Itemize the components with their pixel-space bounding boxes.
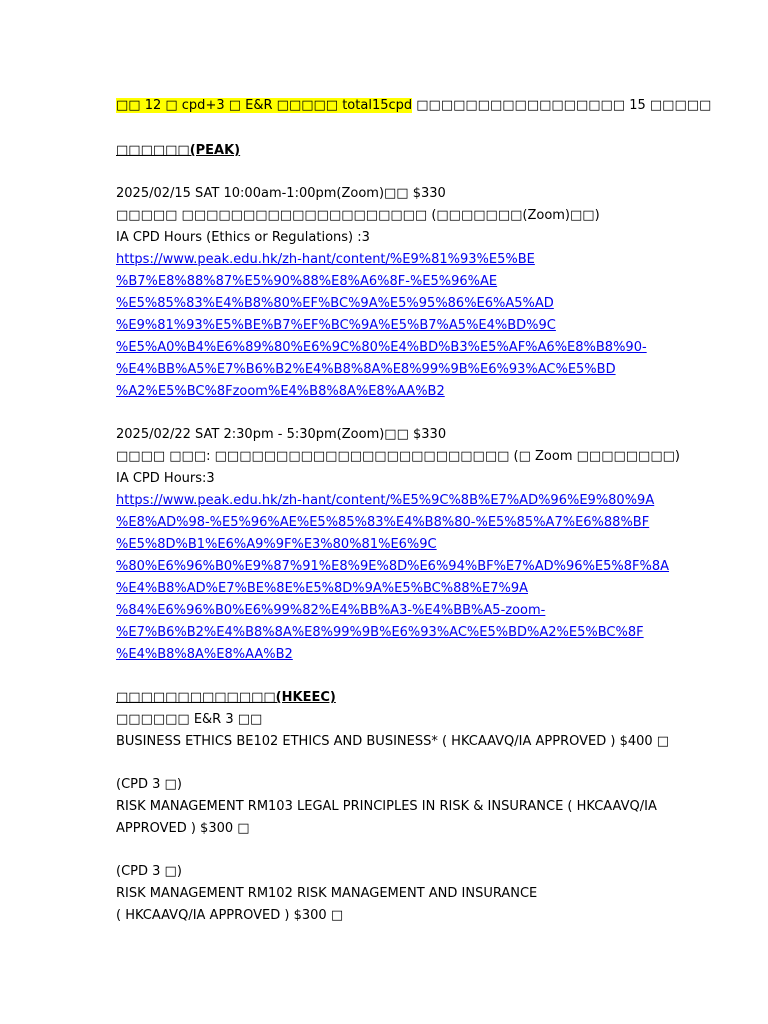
peak-course2-link-line[interactable]: %80%E6%96%B0%E9%87%91%E8%9E%8D%E6%94%BF%E7%AD%96%E5%8F%8A	[116, 559, 670, 574]
peak-course1-hours: IA CPD Hours (Ethics or Regulations) :3	[116, 230, 370, 245]
peak-heading: □□□□□□(PEAK)	[116, 143, 241, 158]
summary-highlight: □□ 12 □ cpd+3 □ E&R □□□□□ total15cpd	[116, 98, 413, 113]
peak-course2-link-line[interactable]: https://www.peak.edu.hk/zh-hant/content/%E5%9C%8B%E7%AD%96%E9%80%9A	[116, 493, 655, 508]
peak-course2-link-line[interactable]: %E8%AD%98-%E5%96%AE%E5%85%83%E4%B8%80-%E5%85%A7%E6%88%BF	[116, 515, 650, 530]
peak-course1-date: 2025/02/15 SAT 10:00am-1:00pm(Zoom)□□ $330	[116, 186, 446, 201]
summary-line	[116, 97, 711, 115]
peak-course1-link-line[interactable]: %E5%A0%B4%E6%89%80%E6%9C%80%E4%BD%B3%E5%AF%A6%E8%B8%90-	[116, 340, 647, 355]
peak-course2-title: □□□□ □□□: □□□□□□□□□□□□□□□□□□□□□□□□ (□ Zoom □□□□□□□□)	[116, 449, 680, 464]
hkeec-subheading: □□□□□□ E&R 3 □□	[116, 712, 263, 727]
hkeec-course2-line: APPROVED ) $300 □	[116, 821, 250, 836]
peak-course2-link-line[interactable]: %E4%B8%8A%E8%AA%B2	[116, 647, 293, 662]
hkeec-cpd-label: (CPD 3 □)	[116, 864, 182, 879]
peak-course2-link-line[interactable]: %84%E6%96%B0%E6%99%82%E4%BB%A3-%E4%BB%A5-zoom-	[116, 603, 546, 618]
hkeec-course3-line: RISK MANAGEMENT RM102 RISK MANAGEMENT AND INSURANCE	[116, 886, 538, 901]
hkeec-course1: BUSINESS ETHICS BE102 ETHICS AND BUSINESS* ( HKCAAVQ/IA APPROVED ) $400 □	[116, 734, 670, 749]
hkeec-course2-line: RISK MANAGEMENT RM103 LEGAL PRINCIPLES IN RISK & INSURANCE ( HKCAAVQ/IA	[116, 799, 657, 814]
peak-course1-link-line[interactable]: https://www.peak.edu.hk/zh-hant/content/%E9%81%93%E5%BE	[116, 252, 535, 267]
peak-course1-title: □□□□□ □□□□□□□□□□□□□□□□□□□□ (□□□□□□□(Zoom)□□)	[116, 208, 600, 223]
peak-course1-link-line[interactable]: %E9%81%93%E5%BE%B7%EF%BC%9A%E5%B7%A5%E4%BD%9C	[116, 318, 556, 333]
peak-course2-date: 2025/02/22 SAT 2:30pm - 5:30pm(Zoom)□□ $330	[116, 427, 447, 442]
peak-course1-link-line[interactable]: %A2%E5%BC%8Fzoom%E4%B8%8A%E8%AA%B2	[116, 384, 445, 399]
hkeec-heading: □□□□□□□□□□□□□(HKEEC)	[116, 690, 336, 705]
peak-course1-link-line[interactable]: %E5%85%83%E4%B8%80%EF%BC%9A%E5%95%86%E6%A5%AD	[116, 296, 554, 311]
peak-course2-hours: IA CPD Hours:3	[116, 471, 215, 486]
peak-course2-link-line[interactable]: %E4%B8%AD%E7%BE%8E%E5%8D%9A%E5%BC%88%E7%9A	[116, 581, 528, 596]
summary-rest: □□□□□□□□□□□□□□□□□ 15 □□□□□	[412, 98, 712, 113]
peak-course1-link-line[interactable]: %E4%BB%A5%E7%B6%B2%E4%B8%8A%E8%99%9B%E6%93%AC%E5%BD	[116, 362, 616, 377]
hkeec-cpd-label: (CPD 3 □)	[116, 777, 182, 792]
peak-course2-link-line[interactable]: %E5%8D%B1%E6%A9%9F%E3%80%81%E6%9C	[116, 537, 437, 552]
peak-course1-link-line[interactable]: %B7%E8%88%87%E5%90%88%E8%A6%8F-%E5%96%AE	[116, 274, 498, 289]
hkeec-course3-line: ( HKCAAVQ/IA APPROVED ) $300 □	[116, 908, 344, 923]
peak-course2-link-line[interactable]: %E7%B6%B2%E4%B8%8A%E8%99%9B%E6%93%AC%E5%BD%A2%E5%BC%8F	[116, 625, 644, 640]
